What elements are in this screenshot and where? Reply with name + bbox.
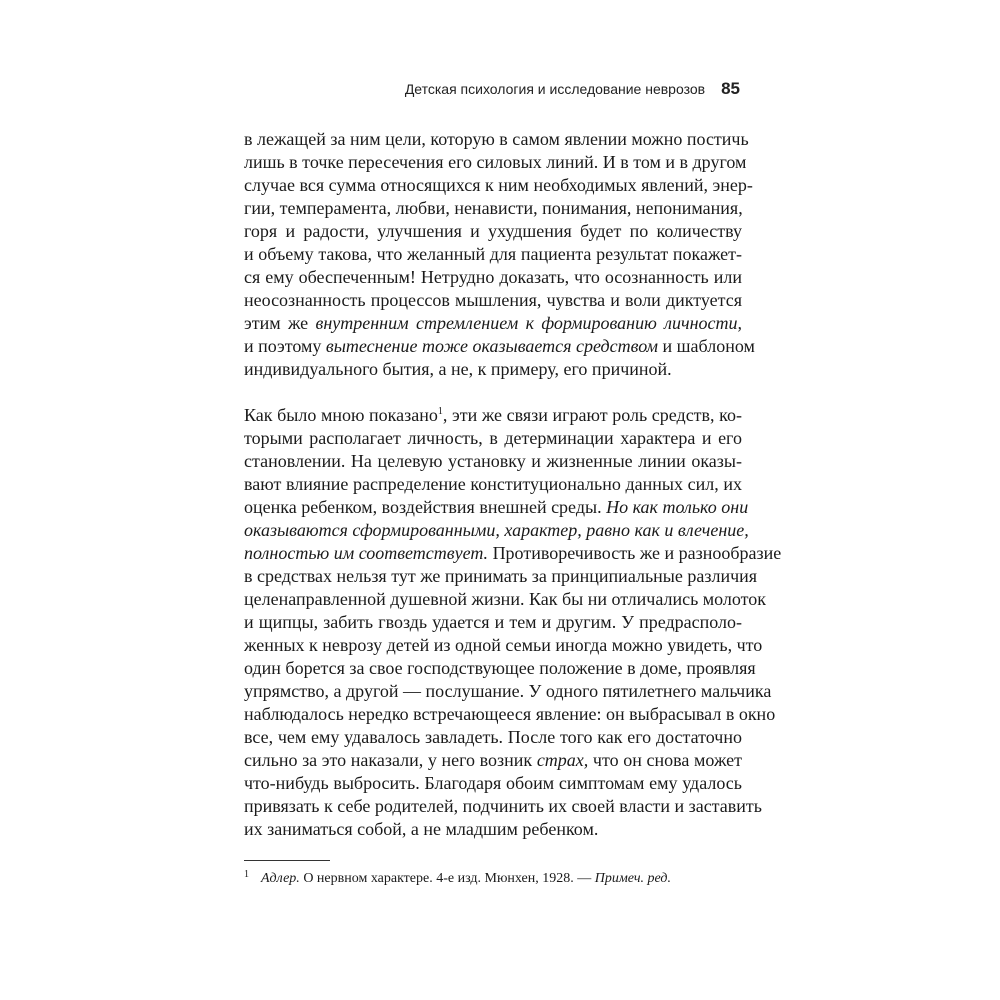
text-line	[244, 358, 742, 381]
footnote	[244, 866, 671, 888]
footnote-author: Адлер.	[261, 871, 300, 886]
text-line	[244, 588, 767, 611]
text-line	[244, 703, 776, 726]
italic-text: страх,	[536, 750, 589, 770]
italic-text: внутренним стремлением к формированию личности,	[315, 313, 743, 333]
text-line	[244, 726, 742, 749]
footnote-number: 1	[244, 869, 249, 880]
text-segment: этим же	[244, 313, 316, 333]
text-segment: горя и радости, улучшения и ухудшения будет по количеству	[244, 221, 742, 241]
text-segment: Противоречивость же и разнообразие	[488, 543, 782, 563]
text-segment: случае вся сумма относящихся к ним необходимых явлений, энер-	[244, 175, 753, 195]
text-line	[244, 312, 742, 335]
text-segment: и объему такова, что желанный для пациента результат покажет-	[244, 244, 742, 264]
text-segment: и шаблоном	[658, 336, 755, 356]
text-segment: упрямство, а другой — послушание. У одного пятилетнего мальчика	[244, 681, 772, 701]
body-text	[244, 128, 782, 841]
text-segment: неосознанность процессов мышления, чувства и воли диктуется	[244, 290, 742, 310]
text-segment: в средствах нельзя тут же принимать за принципиальные различия	[244, 566, 758, 586]
footnote-reference: 1	[437, 406, 443, 417]
text-line	[244, 128, 749, 151]
text-segment: что-нибудь выбросить. Благодаря обоим симптомам ему удалось	[244, 773, 742, 793]
text-line	[244, 174, 753, 197]
text-line	[244, 151, 747, 174]
text-line	[244, 565, 758, 588]
text-segment: становлении. На целевую установку и жизненные линии оказы-	[244, 451, 742, 471]
footnote-text: О нервном характере. 4-е изд. Мюнхен, 1928. —	[299, 871, 595, 886]
footnote-note: Примеч. ред.	[594, 871, 671, 886]
text-line	[244, 611, 742, 634]
text-line	[244, 749, 742, 772]
text-segment: сильно за это наказали, у него возник	[244, 750, 537, 770]
text-segment: оценка ребенком, воздействия внешней среды.	[244, 497, 607, 517]
text-line	[244, 818, 742, 841]
text-segment: индивидуального бытия, а не, к примеру, его причиной.	[244, 359, 672, 379]
text-segment: , эти же связи играют роль средств, ко-	[442, 405, 742, 425]
text-segment: ся ему обеспеченным! Нетрудно доказать, что осознанность или	[244, 267, 742, 287]
text-segment: вают влияние распределение конституционально данных сил, их	[244, 474, 742, 494]
text-line	[244, 289, 742, 312]
italic-text: оказываются сформированными, характер, равно как и влечение,	[244, 520, 749, 540]
text-segment: наблюдалось нередко встречающееся явление: он выбрасывал в окно	[244, 704, 776, 724]
text-line	[244, 404, 742, 427]
text-line	[244, 772, 742, 795]
running-head	[405, 79, 740, 99]
text-segment: что он снова может	[588, 750, 742, 770]
text-segment: целенаправленной душевной жизни. Как бы ни отличались молоток	[244, 589, 767, 609]
page-number: 85	[721, 79, 740, 98]
italic-text: Но как только они	[606, 497, 749, 517]
text-line	[244, 450, 742, 473]
text-line	[244, 335, 755, 358]
text-segment: в лежащей за ним цели, которую в самом явлении можно постичь	[244, 129, 749, 149]
text-line	[244, 473, 742, 496]
text-segment: все, чем ему удавалось завладеть. После того как его достаточно	[244, 727, 742, 747]
italic-text: полностью им соответствует.	[244, 543, 489, 563]
text-segment: и щипцы, забить гвоздь удается и тем и другим. У предрасполо-	[244, 612, 742, 632]
text-segment: женных к неврозу детей из одной семьи иногда можно увидеть, что	[244, 635, 763, 655]
text-segment: Как было мною показано	[244, 405, 438, 425]
text-segment: один борется за свое господствующее положение в доме, проявляя	[244, 658, 756, 678]
text-line	[244, 266, 742, 289]
text-segment: гии, темперамента, любви, ненависти, понимания, непонимания,	[244, 198, 743, 218]
footnote-divider	[244, 860, 330, 861]
text-line	[244, 220, 742, 243]
text-line	[244, 427, 742, 450]
paragraph	[244, 404, 782, 841]
text-line	[244, 657, 756, 680]
text-segment: привязать к себе родителей, подчинить их своей власти и заставить	[244, 796, 762, 816]
text-line	[244, 243, 742, 266]
text-segment: торыми располагает личность, в детерминации характера и его	[244, 428, 742, 448]
running-title: Детская психология и исследование неврозов	[404, 81, 706, 97]
italic-text: вытеснение тоже оказывается средством	[325, 336, 659, 356]
paragraph	[244, 128, 755, 381]
text-line	[244, 795, 762, 818]
text-line	[244, 634, 763, 657]
text-segment: лишь в точке пересечения его силовых линий. И в том и в другом	[244, 152, 747, 172]
text-line	[244, 197, 742, 220]
text-line	[244, 496, 749, 519]
text-line	[244, 542, 782, 565]
text-line	[244, 519, 749, 542]
text-segment: и поэтому	[244, 336, 326, 356]
text-segment: их заниматься собой, а не младшим ребенком.	[244, 819, 599, 839]
text-line	[244, 680, 772, 703]
